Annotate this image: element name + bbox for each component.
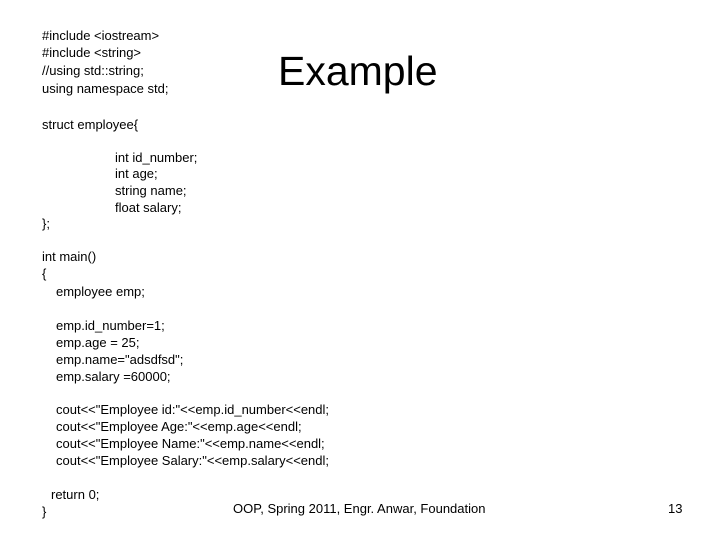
code-line-cout-id: cout<<"Employee id:"<<emp.id_number<<endl; (56, 402, 330, 417)
code-line-assign-name: emp.name="adsdfsd"; (56, 352, 184, 367)
code-line-member-age: int age; (115, 166, 158, 181)
slide-footer: OOP, Spring 2011, Engr. Anwar, Foundation (233, 501, 486, 516)
code-line-using-std-string: //using std::string; (42, 63, 144, 78)
code-line-include-string: #include <string> (42, 45, 142, 60)
code-line-main-close: } (42, 504, 47, 519)
page-number: 13 (668, 501, 683, 516)
code-line-main-open: { (42, 266, 47, 281)
code-line-assign-id: emp.id_number=1; (56, 318, 165, 333)
code-line-member-salary: float salary; (115, 200, 182, 215)
code-line-return: return 0; (51, 487, 100, 502)
code-line-assign-salary: emp.salary =60000; (56, 369, 171, 384)
slide-title: Example (278, 48, 438, 94)
code-line-member-id: int id_number; (115, 150, 198, 165)
code-line-cout-name: cout<<"Employee Name:"<<emp.name<<endl; (56, 436, 325, 451)
code-line-assign-age: emp.age = 25; (56, 335, 140, 350)
code-line-cout-age: cout<<"Employee Age:"<<emp.age<<endl; (56, 419, 302, 434)
code-line-member-name: string name; (115, 183, 187, 198)
code-line-struct-decl: struct employee{ (42, 117, 139, 132)
code-line-main-decl: int main() (42, 249, 97, 264)
code-line-using-namespace: using namespace std; (42, 81, 169, 96)
code-line-include-iostream: #include <iostream> (42, 28, 160, 43)
code-line-struct-end: }; (42, 216, 50, 231)
code-line-cout-salary: cout<<"Employee Salary:"<<emp.salary<<endl; (56, 453, 329, 468)
code-line-emp-decl: employee emp; (56, 284, 145, 299)
